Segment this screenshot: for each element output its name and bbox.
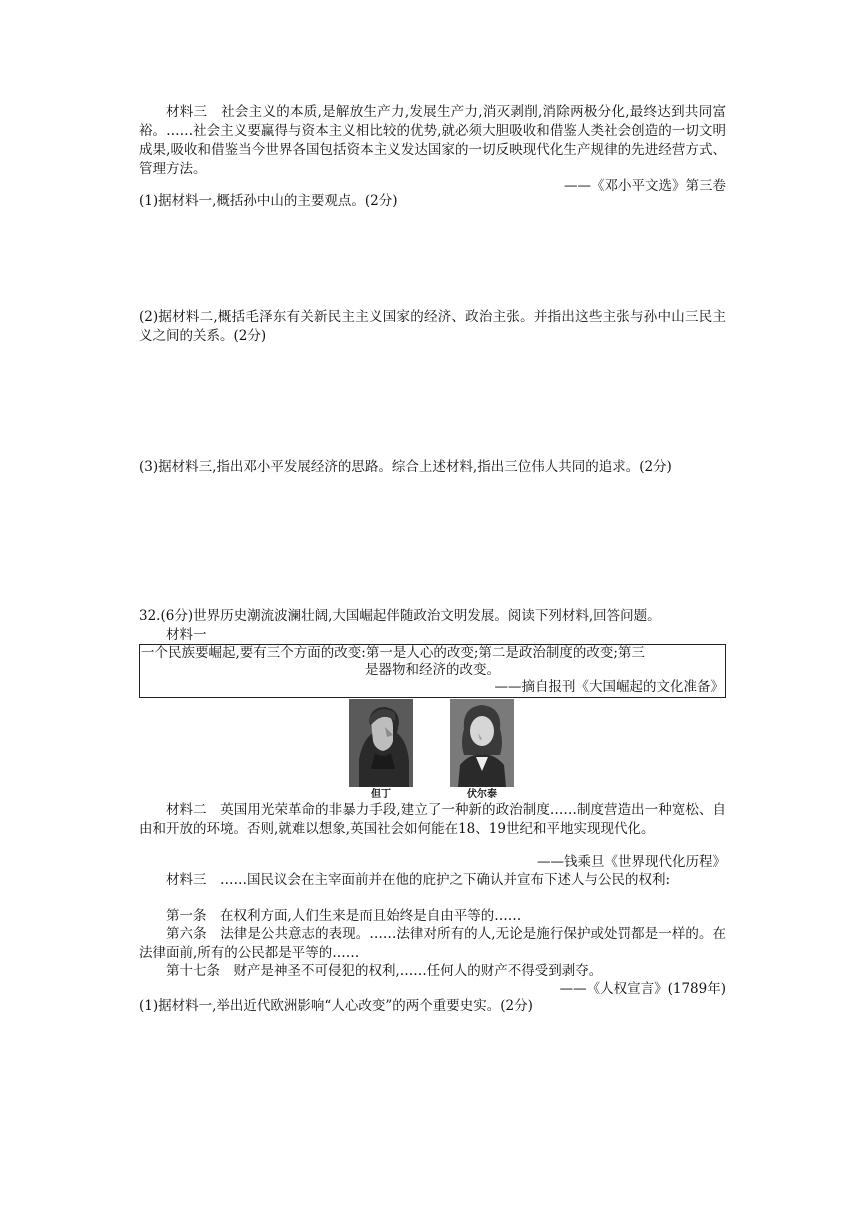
dante-caption: 但丁 bbox=[371, 789, 391, 800]
question-31-part1: (1)据材料一,概括孙中山的主要观点。(2分) bbox=[139, 193, 398, 209]
question-32-stem: 32.(6分)世界历史潮流波澜壮阔,大国崛起伴随政治文明发展。阅读下列材料,回答问题。 bbox=[139, 608, 661, 624]
material3-paragraph: 材料三 社会主义的本质,是解放生产力,发展生产力,消灭剥削,消除两极分化,最终达到共同富裕。……社会主义要赢得与资本主义相比较的优势,就必须大胆吸收和借鉴人类社会创造的一切文明成果,吸收和借鉴当今世界各国包括资本主义发达国家的一切反映现代化生产规律的先进经营方式、管理方法。 bbox=[139, 104, 726, 177]
question-32-part1: (1)据材料一,举出近代欧洲影响“人心改变”的两个重要史实。(2分) bbox=[139, 998, 533, 1014]
material1-quote-line2: 是器物和经济的改变。 bbox=[365, 662, 500, 678]
material2-paragraph: 材料二 英国用光荣革命的非暴力手段,建立了一种新的政治制度……制度营造出一种宽松、自由和开放的环境。否则,就难以想象,英国社会如何能在18、19世纪和平地实现现代化。 bbox=[139, 802, 726, 837]
article-17: 第十七条 财产是神圣不可侵犯的权利,……任何人的财产不得受到剥夺。 bbox=[166, 963, 603, 979]
question-31-part2: (2)据材料二,概括毛泽东有关新民主主义国家的经济、政治主张。并指出这些主张与孙中山三民主义之间的关系。(2分) bbox=[139, 309, 726, 344]
article-1: 第一条 在权利方面,人们生来是而且始终是自由平等的…… bbox=[166, 908, 522, 924]
material3-intro: 材料三 ……国民议会在主宰面前并在他的庇护之下确认并宣布下述人与公民的权利: bbox=[166, 872, 671, 888]
material1-quote-line1: 一个民族要崛起,要有三个方面的改变:第一是人心的改变;第二是政治制度的改变;第三 bbox=[141, 645, 645, 661]
material3-source: ——《邓小平文选》第三卷 bbox=[564, 178, 726, 194]
article-6: 第六条 法律是公共意志的表现。……法律对所有的人,无论是施行保护或处罚都是一样的。在法律面前,所有的公民都是平等的…… bbox=[139, 926, 726, 961]
material1-quote-source: ——摘自报刊《大国崛起的文化准备》 bbox=[494, 679, 724, 695]
material1-quote-box bbox=[139, 644, 726, 698]
dante-portrait-image bbox=[349, 699, 413, 787]
material1-label: 材料一 bbox=[166, 627, 207, 643]
voltaire-caption: 伏尔泰 bbox=[467, 789, 497, 800]
dante-portrait bbox=[349, 699, 413, 787]
material2-source: ——钱乘旦《世界现代化历程》 bbox=[537, 854, 726, 870]
question-31-part3: (3)据材料三,指出邓小平发展经济的思路。综合上述材料,指出三位伟人共同的追求。(2分) bbox=[139, 459, 672, 475]
voltaire-portrait-image bbox=[450, 699, 514, 787]
material3-declaration-source: ——《人权宣言》(1789年) bbox=[559, 981, 726, 997]
voltaire-portrait bbox=[450, 699, 514, 787]
